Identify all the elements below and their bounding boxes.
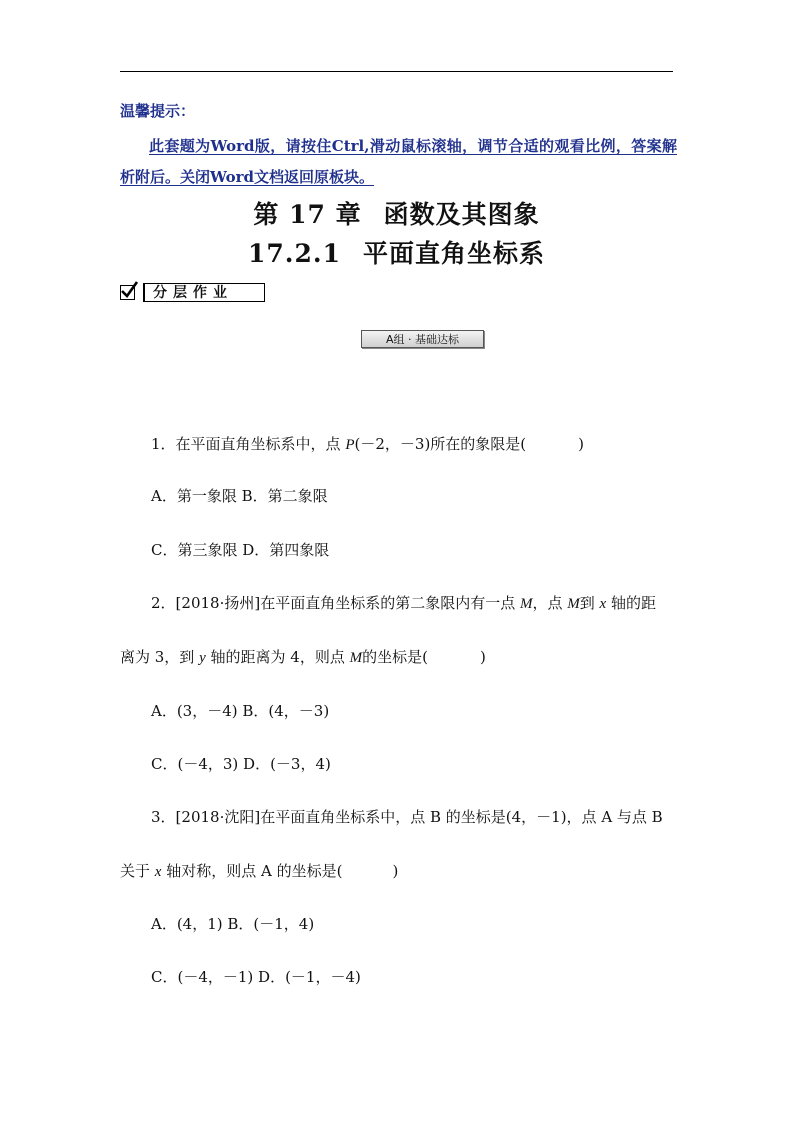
question-2-stem-line1: 2．[2018·扬州]在平面直角坐标系的第二象限内有一点 M，点 M到 x 轴的距 <box>151 594 656 612</box>
chapter-label: 第 17 章 <box>253 200 362 229</box>
chapter-title: 函数及其图象 <box>383 200 540 229</box>
section-heading <box>0 234 793 270</box>
question-2-stem-line2: 离为 3，到 y 轴的距离为 4，则点 M的坐标是( ) <box>120 648 486 666</box>
chapter-heading <box>0 195 793 231</box>
question-3-stem-line1: 3．[2018·沈阳]在平面直角坐标系中，点 B 的坐标是(4，－1)，点 A 与点 B <box>151 808 663 826</box>
checkbox-icon <box>120 285 135 300</box>
question-1-options-cd: C．第三象限 D．第四象限 <box>151 541 330 559</box>
question-2-options-cd: C．(－4，3) D．(－3，4) <box>151 755 331 773</box>
header-rule <box>120 71 673 72</box>
question-2-options-ab: A．(3，－4) B．(4，－3) <box>151 702 330 720</box>
question-3-options-ab: A．(4，1) B．(－1，4) <box>151 915 315 933</box>
section-number: 17.2.1 <box>247 239 341 268</box>
hint-title: 温馨提示： <box>120 102 196 120</box>
group-a-badge: A组 · 基础达标 <box>361 330 484 348</box>
layer-work-label: 分层作业 <box>143 283 265 302</box>
section-title: 平面直角坐标系 <box>362 239 545 268</box>
hint-body[interactable]: 此套题为Word版，请按住Ctrl,滑动鼠标滚轴，调节合适的观看比例，答案解析附后。关闭Word文档返回原板块。 <box>120 137 677 186</box>
question-1-options-ab: A．第一象限 B．第二象限 <box>151 487 328 505</box>
question-1-stem: 1．在平面直角坐标系中，点 P(－2，－3)所在的象限是( ) <box>151 435 585 453</box>
question-3-options-cd: C．(－4，－1) D．(－1，－4) <box>151 968 361 986</box>
question-3-stem-line2: 关于 x 轴对称，则点 A 的坐标是( ) <box>120 862 399 880</box>
